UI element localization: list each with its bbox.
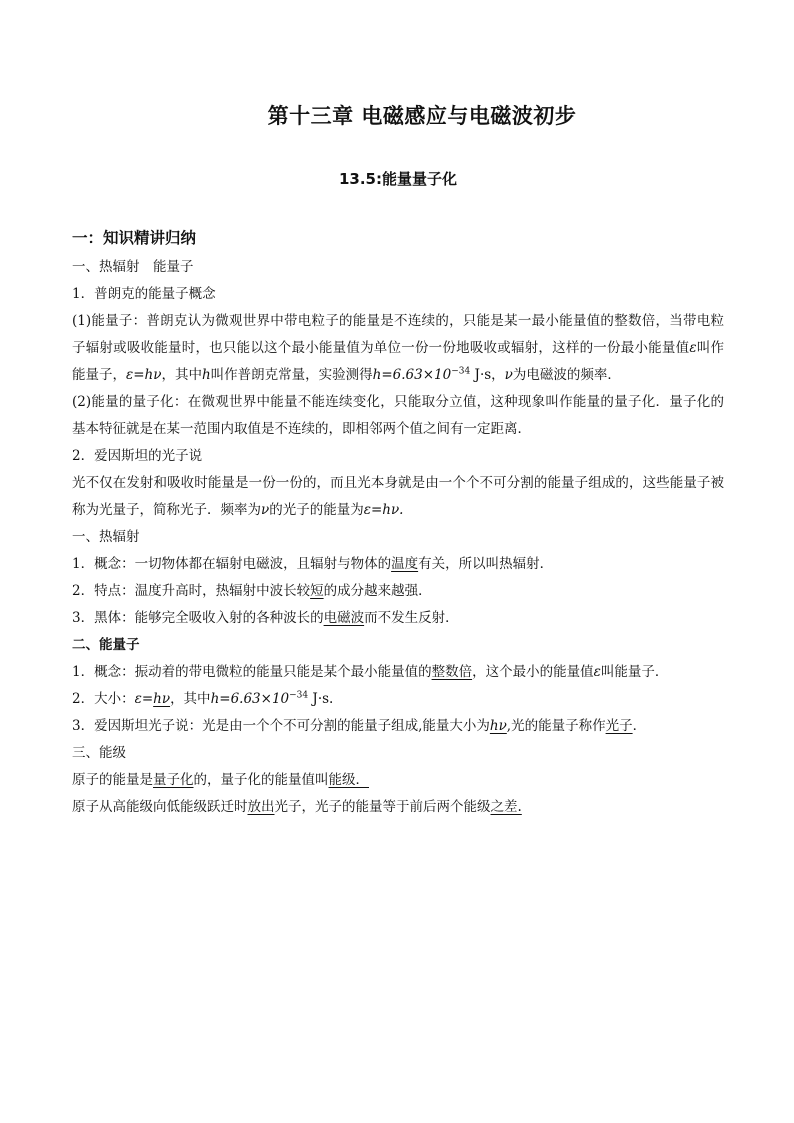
levels-line-2: 原子从高能级向低能级跃迁时放出光子，光子的能量等于前后两个能级之差. (72, 799, 522, 815)
heading-energy-quantum: 二、能量子 (72, 637, 140, 653)
main-section-heading: 一：知识精讲归纳 (72, 229, 197, 247)
photon-theory: 3．爱因斯坦光子说：光是由一个个不可分割的能量子组成,能量大小为hν,光的能量子称作光子． (72, 718, 647, 734)
item2-heading: 2．爱因斯坦的光子说 (72, 448, 203, 464)
item1-heading: 1．普朗克的能量子概念 (72, 286, 216, 302)
paragraph-photon-theory: 光不仅在发射和吸收时能量是一份一份的，而且光本身就是由一个个不可分割的能量子组成的，这些能量子被称为光量子，简称光子．频率为ν的光子的能量为ε=hν. (72, 475, 724, 518)
heading-thermal-radiation: 一、热辐射 (72, 529, 140, 545)
quantum-size: 2．大小：ε=hν，其中$h=6.63\times 10^{-34}$ J·s. (72, 690, 334, 707)
document-body (72, 224, 724, 821)
heading-energy-levels: 三、能级 (72, 745, 126, 761)
chapter-title: 第十三章 电磁感应与电磁波初步 (267, 104, 577, 128)
paragraph-quantization: (2)能量的量子化：在微观世界中能量不能连续变化，只能取分立值，这种现象叫作能量的量子化．量子化的基本特征就是在某一范围内取值是不连续的，即相邻两个值之间有一定距离． (72, 394, 724, 437)
thermal-feature: 2．特点：温度升高时，热辐射中波长较短的成分越来越强． (72, 583, 432, 599)
paragraph-energy-quantum: (1)能量子：普朗克认为微观世界中带电粒子的能量是不连续的，只能是某一最小能量值的整数倍，当带电粒子辐射或吸收能量时，也只能以这个最小能量值为单位一份一份地吸收或辐射，这样的一份最小能量值ε叫作能量子，ε=hν，其中h叫作普朗克常量，实验测得$h=6.63\times 10^{-34}$ J·s，ν为电磁波的频率． (72, 313, 724, 383)
section-subtitle: 13.5:能量量子化 (338, 170, 457, 188)
heading-thermal-quantum: 一、热辐射 能量子 (72, 259, 194, 275)
blackbody: 3．黑体：能够完全吸收入射的各种波长的电磁波而不发生反射． (72, 610, 459, 626)
thermal-concept: 1．概念：一切物体都在辐射电磁波，且辐射与物体的温度有关，所以叫热辐射． (72, 556, 554, 572)
quantum-concept: 1．概念：振动着的带电微粒的能量只能是某个最小能量值的整数倍，这个最小的能量值ε叫能量子． (72, 664, 669, 680)
levels-line-1: 原子的能量是量子化的，量子化的能量值叫能级． (72, 772, 369, 788)
